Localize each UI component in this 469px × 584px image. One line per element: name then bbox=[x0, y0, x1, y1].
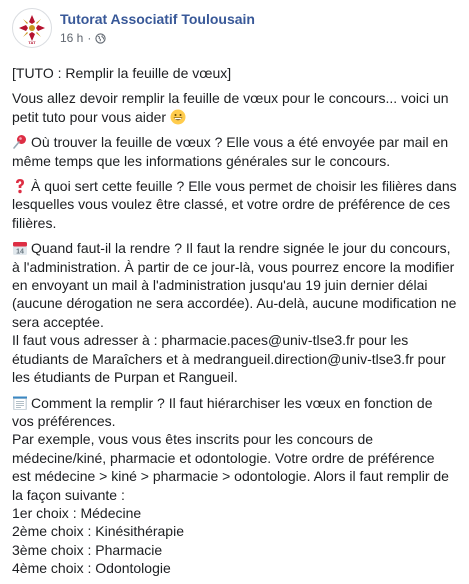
where-text: Où trouver la feuille de vœux ? Elle vous a été envoyée par mail en même temps que les informations générales sur le concours. bbox=[12, 134, 449, 169]
post-header bbox=[12, 8, 457, 56]
notepad-emoji-icon bbox=[12, 395, 28, 411]
red-question-emoji-icon bbox=[12, 178, 28, 194]
svg-text:14: 14 bbox=[16, 248, 24, 256]
when-text: Quand faut-il la rendre ? Il faut la rendre signée le jour du concours, à l'administration. À partir de ce jour-là, vous pourrez encore la modifier en envoyant un mail à l'administration jusqu'au 19 juin dernier délai (aucune dérogation ne sera accordée). Au-delà, aucune modification ne sera acceptée. Il faut vous adresser à : pharmacie.paces@univ-tlse3.fr pour les étudiants de Maraîchers et à medrangueil.direction@univ-tlse3.fr pour les étudiants de Purpan et Rangueil. bbox=[12, 240, 457, 386]
when-paragraph bbox=[12, 239, 457, 386]
post-title: [TUTO : Remplir la feuille de vœux] bbox=[12, 65, 232, 81]
post-message bbox=[12, 64, 457, 578]
how-text: Comment la remplir ? Il faut hiérarchiser les vœux en fonction de vos préférences. Par exemple, vous vous êtes inscrits pour les concours de médecine/kiné, pharmacie et odontologie. Votre ordre de préférence est médecine > kiné > pharmacie > odontologie. Alors il faut remplir de la façon suivante : 1er choix : Médecine 2ème choix : Kinésithérapie 3ème choix : Pharmacie 4ème choix : Odontologie bbox=[12, 394, 449, 577]
calendar-emoji-icon bbox=[12, 240, 28, 256]
intro-text: Vous allez devoir remplir la feuille de vœux pour le concours... voici un petit tuto pour vous aider bbox=[12, 90, 449, 125]
meta-separator: · bbox=[87, 31, 92, 45]
page-name-link[interactable]: Tutorat Associatif Toulousain bbox=[60, 11, 255, 27]
tutorat-logo-icon bbox=[15, 11, 49, 45]
purpose-text: À quoi sert cette feuille ? Elle vous permet de choisir les filières dans lesquelles vous voulez être classé, et votre ordre de préférence de ces filières. bbox=[12, 178, 457, 231]
grinning-face-emoji-icon bbox=[170, 109, 186, 125]
purpose-paragraph bbox=[12, 177, 457, 232]
page-avatar[interactable] bbox=[12, 8, 52, 48]
post-meta bbox=[60, 30, 255, 46]
globe-icon[interactable] bbox=[95, 33, 106, 44]
pushpin-emoji-icon bbox=[12, 134, 28, 150]
svg-text:TAT: TAT bbox=[28, 40, 36, 45]
where-paragraph bbox=[12, 133, 457, 170]
intro-paragraph bbox=[12, 89, 457, 126]
post-timestamp[interactable]: 16 h bbox=[60, 31, 84, 45]
how-paragraph bbox=[12, 394, 457, 578]
